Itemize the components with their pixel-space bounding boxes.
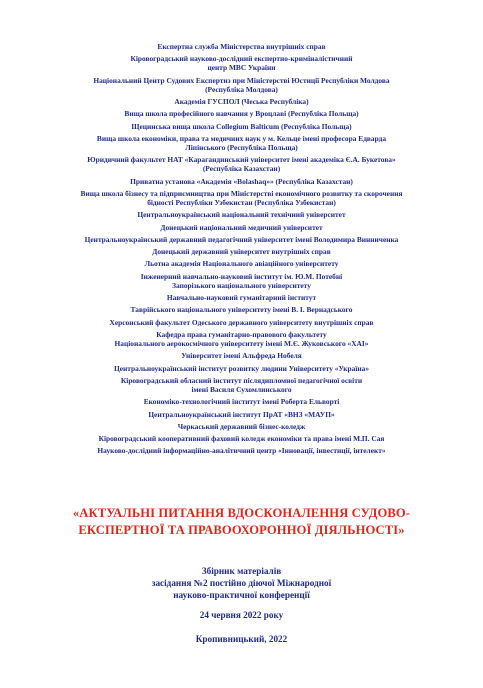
organizer-line: Юридичний факультет НАТ «Карагандинський університет імені академіка Є.А. Букетова»: [87, 155, 396, 165]
organizer-line: Вища школа економіки, права та медичних наук у м. Кельце імені професора Едварда: [96, 133, 387, 143]
organizer-item: [36, 330, 447, 348]
organizer-line: Донецький національний медичний університет: [160, 222, 323, 232]
organizer-line: Вища школа професійного навчання у Вроцлаві (Республіка Польща): [124, 109, 359, 119]
organizer-item: [36, 397, 447, 406]
organizer-item: [36, 210, 447, 219]
organizer-item: [36, 109, 447, 118]
organizer-line: Університет імені Альфреда Нобеля: [181, 351, 302, 361]
organizer-item: [36, 42, 447, 51]
organizer-line: Навчально-науковий гуманітарний інститут: [166, 293, 317, 303]
organizer-item: [36, 247, 447, 256]
organizer-line: Херсонський факультет Одеського державного університету внутрішніх справ: [109, 317, 374, 327]
organizer-item: [36, 223, 447, 232]
organizer-item: [36, 376, 447, 394]
organizer-item: [36, 318, 447, 327]
title-line: «АКТУАЛЬНІ ПИТАННЯ ВДОСКОНАЛЕННЯ СУДОВО-: [72, 506, 411, 520]
organizer-line: Приватна установа «Академія «Bolashaq»» (Республіка Казахстан): [130, 176, 353, 186]
organizer-line: (Республіка Молдова): [205, 84, 278, 94]
organizer-line: Центральноукраїнський інститут розвитку людини Університету «Україна»: [113, 363, 370, 373]
organizer-item: [36, 189, 447, 207]
organizer-line: Донецький державний університет внутрішніх справ: [152, 247, 331, 257]
organizer-item: [36, 272, 447, 290]
organizer-line: Економіко-технологічний інститут імені Роберта Ельворті: [143, 397, 340, 407]
organizer-item: [36, 293, 447, 302]
subtitle-line: науково-практичної конференції: [173, 590, 310, 601]
organizer-item: [36, 97, 447, 106]
organizer-line: бідності Республіки Узбекистан (Республіка Узбекистан): [147, 198, 336, 207]
organizer-item: [36, 305, 447, 314]
organizer-item: [36, 351, 447, 360]
organizer-line: Черкаський державний бізнес-коледж: [177, 421, 306, 431]
organizer-line: Інженерний навчально-науковий інститут ім. Ю.М. Потебні: [140, 271, 343, 281]
organizer-line: Кіровоградський науково-дослідний експертно-криміналістичний: [130, 54, 353, 64]
organizer-line: Національний Центр Судових Експертиз при Міністерстві Юстиції Республіки Молдова: [93, 75, 390, 85]
organizer-line: Кафедра права гуманітарно-правового факультету: [156, 329, 327, 339]
conference-date: 24 червня 2022 року: [199, 610, 284, 620]
conference-title: [40, 505, 443, 539]
organizer-line: Вища школа бізнесу та підприємництва при Міністерстві економічного розвитку та скорочення: [80, 188, 403, 198]
organizer-item: [36, 434, 447, 443]
organizer-line: Ліпінського (Республіка Польща): [185, 142, 298, 152]
organizer-line: Академія ГУСПОЛ (Чеська Республіка): [174, 97, 309, 107]
organizer-item: [36, 54, 447, 72]
publication-place-year: Кропивницький, 2022: [195, 634, 288, 644]
collection-subtitle: [60, 565, 423, 602]
organizer-line: центр МВС України: [207, 63, 276, 73]
organizer-line: Центральноукраїнський інститут ПрАТ «ВНЗ «МАУП»: [148, 409, 335, 419]
organizer-line: імені Василя Сухомлинського: [191, 384, 292, 394]
title-line: ЕКСПЕРТНОЇ ТА ПРАВООХОРОННОЇ ДІЯЛЬНОСТІ»: [78, 523, 405, 537]
organizer-line: Льотна академія Національного авіаційного університету: [144, 259, 339, 269]
organizer-line: Науково-дослідний інформаційно-аналітичний центр «Інновації, інвестиції, інтелект»: [97, 446, 386, 456]
organizer-line: Центральноукраїнський національний технічний університет: [137, 210, 346, 220]
organizer-item: [36, 259, 447, 268]
organizer-line: Таврійського національного університету імені В. І. Вернадського: [130, 305, 353, 315]
organizer-line: Запорізького національного університету: [172, 280, 311, 290]
organizer-item: [36, 410, 447, 419]
organizer-item: [36, 364, 447, 373]
organizers-list: [36, 42, 447, 459]
organizer-item: [36, 446, 447, 455]
organizer-item: [36, 235, 447, 244]
organizer-line: Експертна служба Міністерства внутрішніх справ: [157, 42, 326, 51]
organizer-item: [36, 155, 447, 173]
organizer-item: [36, 134, 447, 152]
organizer-item: [36, 422, 447, 431]
organizer-item: [36, 177, 447, 186]
subtitle-line: засідання №2 постійно діючої Міжнародної: [151, 578, 332, 589]
organizer-item: [36, 76, 447, 94]
organizer-item: [36, 122, 447, 131]
organizer-line: Кіровоградський обласний інститут післядипломної педагогічної освіти: [120, 375, 363, 385]
organizer-line: Національного аерокосмічного університету імені М.Є. Жуковського «ХАІ»: [114, 339, 369, 348]
organizer-line: (Республіка Казахстан): [202, 164, 281, 174]
organizer-line: Щецинська вища школа Collegium Balticum (Республіка Польща): [131, 121, 352, 131]
organizer-line: Кіровоградський кооперативний фаховий коледж економіки та права імені М.П. Сая: [98, 434, 385, 444]
organizer-line: Центральноукраїнський державний педагогічний університет імені Володимира Винниченка: [84, 234, 399, 244]
subtitle-line: Збірник матеріалів: [201, 566, 282, 576]
